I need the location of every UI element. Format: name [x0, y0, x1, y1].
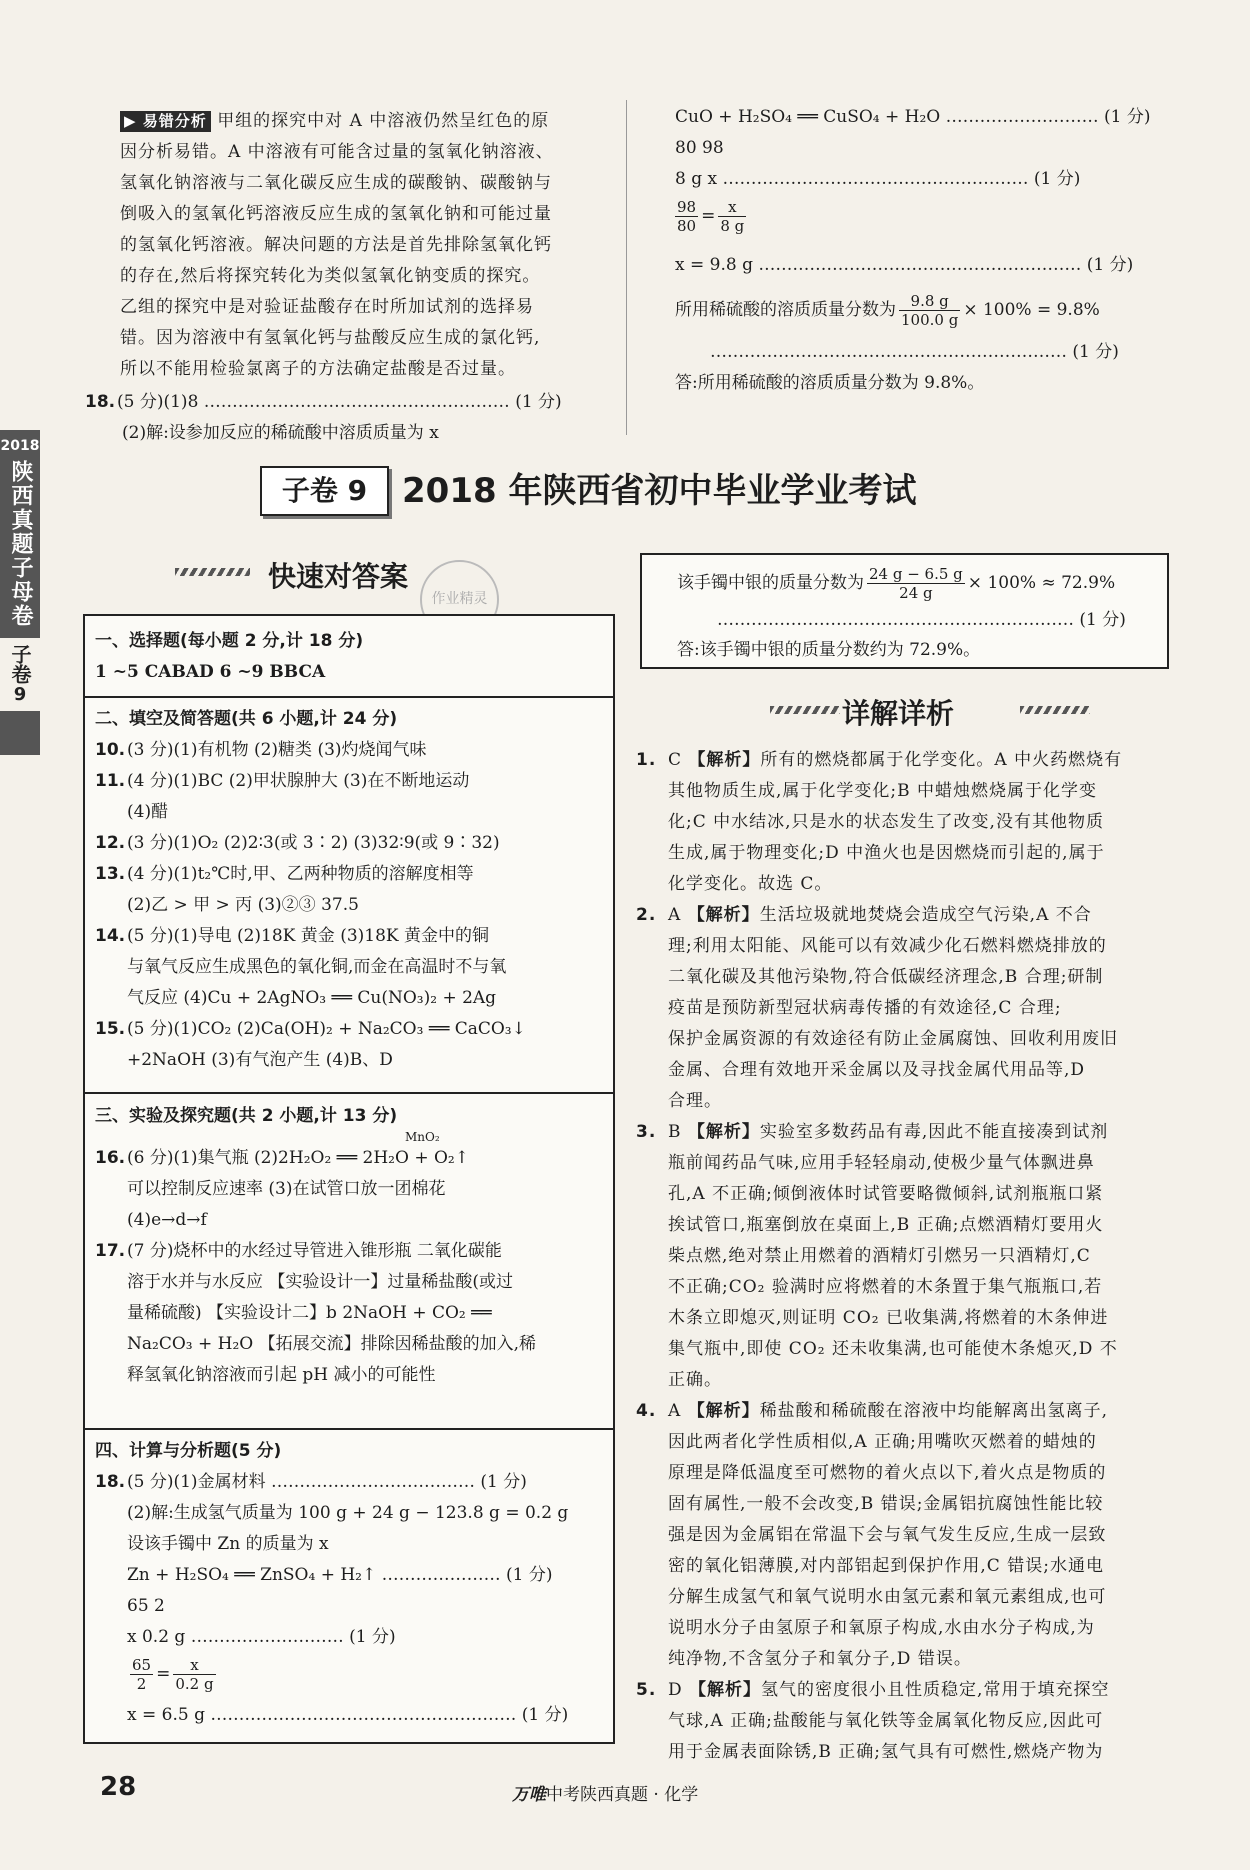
analysis-item: 2. A 【解析】生活垃圾就地焚烧会造成空气污染,A 不合 理;利用太阳能、风能可以有效减少化石燃料燃烧排放的 二氧化碳及其他污染物,符合低碳经济理念,B 合理;研制 疫苗是预防新型冠状病毒传播的有效途径,C 合理; 保护金属资源的有效途径有防止金属腐蚀、回收利用废旧 金属、合理有效地开采金属以及寻找金属代用品等,D 合理。: [636, 905, 1118, 1111]
silver-fraction-box: [640, 553, 1169, 669]
answer-line: 溶于水并与水反应 【实验设计一】过量稀盐酸(或过: [127, 1272, 514, 1292]
heading-decoration: [175, 568, 250, 576]
score-dots: ……………………………………………………… (1 分): [710, 342, 1119, 362]
divider: [85, 696, 613, 698]
answer-line: Na₂CO₃ + H₂O 【拓展交流】排除因稀盐酸的加入,稀: [127, 1334, 537, 1354]
divider: [85, 1092, 613, 1094]
answer-line: 13. (4 分)(1)t₂℃时,甲、乙两种物质的溶解度相等: [95, 864, 474, 884]
answer-line: (2)解:生成氢气质量为 100 g + 24 g − 123.8 g = 0.2 g: [127, 1503, 569, 1523]
sidebar-year: 2018: [0, 438, 40, 454]
paper-title: 2018 年陕西省初中毕业学业考试: [402, 471, 917, 511]
fill-in-answers: [95, 735, 526, 1076]
analysis-item: 1. C 【解析】所有的燃烧都属于化学变化。A 中火药燃烧有 其他物质生成,属于化学变化;B 中蜡烛燃烧属于化学变 化;C 中水结冰,只是水的状态发生了改变,没有其他物质 生成,属于物理变化;D 中渔火也是因燃烧而引起的,属于 化学变化。故选 C。: [636, 750, 1123, 894]
column-divider: [626, 100, 627, 435]
detailed-analysis-heading: 详解详析: [842, 697, 955, 730]
analysis-item: 4. A 【解析】稀盐酸和稀硫酸在溶液中均能解离出氢离子, 因此两者化学性质相似,A 正确;用嘴吹灭燃着的蜡烛的 原理是降低温度至可燃物的着火点以下,着火点是物质的 固有属性,一般不会改变,B 错误;金属铝抗腐蚀性能比较 强是因为金属铝在常温下会与氧气发生反应,生成一层致 密的氧化铝薄膜,对内部铝起到保护作用,C 错误;水通电 分解生成氢气和氧气说明水由氢元素和氧元素组成,也可 说明水分子由氢原子和氧原子构成,水由水分子构成,为 纯净物,不含氢分子和氧分子,D 错误。: [636, 1401, 1109, 1669]
catalyst-label: MnO₂: [405, 1130, 440, 1144]
answer-line: 16. (6 分)(1)集气瓶 (2)2H₂O₂ ══ 2H₂O + O₂↑: [95, 1148, 469, 1168]
section-heading: 一、选择题(每小题 2 分,计 18 分): [95, 631, 364, 651]
divider: [85, 1428, 613, 1430]
answer-line: 释氢氧化钠溶液而引起 pH 减小的可能性: [127, 1365, 436, 1385]
answer-line: 65 2: [127, 1596, 165, 1616]
answer-line: 气反应 (4)Cu + 2AgNO₃ ══ Cu(NO₃)₂ + 2Ag: [127, 988, 497, 1008]
section-heading: 三、实验及探究题(共 2 小题,计 13 分): [95, 1106, 398, 1126]
analysis-item: 3. B 【解析】实验室多数药品有毒,因此不能直接凑到试剂 瓶前闻药品气味,应用手轻轻扇动,使极少量气体飘进鼻 孔,A 不正确;倾倒液体时试管要略微倾斜,试剂瓶瓶口紧 挨试管口,瓶塞倒放在桌面上,B 正确;点燃酒精灯要用火 柴点燃,绝对禁止用燃着的酒精灯引燃另一只酒精灯,C 不正确;CO₂ 验满时应将燃着的木条置于集气瓶瓶口,若 木条立即熄灭,则证明 CO₂ 已收集满,将燃着的木条伸进 集气瓶中,即使 CO₂ 还未收集满,也可能使木条熄灭,D 不 正确。: [636, 1122, 1118, 1390]
answer-line: (2)乙 > 甲 > 丙 (3)②③ 37.5: [127, 895, 359, 915]
mass-ratio: 80 98: [675, 138, 724, 158]
footer-text: 万唯中考陕西真题 · 化学: [512, 1785, 699, 1805]
answer-line: 设该手镯中 Zn 的质量为 x: [127, 1534, 329, 1554]
analysis-item: 5. D 【解析】氢气的密度很小且性质稳定,常用于填充探空 气球,A 正确;盐酸能与氧化铁等金属氧化物反应,因此可 用于金属表面除锈,B 正确;氢气具有可燃性,燃烧产物为: [636, 1680, 1110, 1762]
calculation-answers: [95, 1467, 568, 1653]
sidebar-title: 陕西真题子母卷: [8, 460, 33, 628]
sidebar-tab: [0, 430, 40, 755]
error-analysis-line: 乙组的探究中是对验证盐酸存在时所加试剂的选择易: [120, 297, 534, 317]
answer-line: 10. (3 分)(1)有机物 (2)糖类 (3)灼烧闻气味: [95, 740, 427, 760]
error-analysis-line: 所以不能用检验氯离子的方法确定盐酸是否过量。: [120, 359, 516, 379]
error-analysis-line: 氢氧化钠溶液与二氧化碳反应生成的碳酸钠、碳酸钠与: [120, 173, 552, 193]
answer-line: 14. (5 分)(1)导电 (2)18K 黄金 (3)18K 黄金中的铜: [95, 926, 490, 946]
mass-values: 8 g x ……………………………………………… (1 分): [675, 169, 1081, 189]
heading-decoration: [1020, 706, 1090, 714]
error-analysis-line: 的氢氧化钙溶液。解决问题的方法是首先排除氢氧化钙: [120, 235, 552, 255]
error-analysis-line: 的存在,然后将探究转化为类似氢氧化钠变质的探究。: [120, 266, 541, 286]
answer-line: 答:所用稀硫酸的溶质质量分数为 9.8%。: [675, 373, 985, 393]
answer-line: 与氧气反应生成黑色的氧化铜,而金在高温时不与氧: [127, 957, 507, 977]
cuo-equation: CuO + H₂SO₄ ══ CuSO₄ + H₂O ……………………… (1 分): [675, 107, 1151, 127]
zn-mass-line: x = 6.5 g ……………………………………………… (1 分): [127, 1705, 569, 1725]
mass-fraction: 所用稀硫酸的溶质质量分数为 $\frac{9.8 g}{100.0 g}$ × 100% = 9.8%: [675, 292, 1100, 329]
heading-decoration: [770, 706, 840, 714]
answer-line: 答:该手镯中银的质量分数约为 72.9%。: [677, 640, 981, 660]
answer-line: (4)醋: [127, 802, 169, 822]
error-analysis-line: 倒吸入的氢氧化钙溶液反应生成的氢氧化钠和可能过量: [120, 204, 552, 224]
answer-line: 18. (5 分)(1)金属材料 ……………………………… (1 分): [95, 1472, 527, 1492]
section-heading: 四、计算与分析题(5 分): [95, 1441, 282, 1461]
q18-line: 18. (5 分)(1)8 ……………………………………………… (1 分): [85, 392, 562, 412]
answer-line: 可以控制反应速率 (3)在试管口放一团棉花: [127, 1179, 446, 1199]
paper-label: 子卷 9: [260, 466, 389, 516]
answer-line: 12. (3 分)(1)O₂ (2)2∶3(或 3∶2) (3)32∶9(或 9∶32): [95, 833, 500, 853]
analysis-list: [636, 745, 1176, 1768]
answer-line: +2NaOH (3)有气泡产生 (4)B、D: [127, 1050, 393, 1070]
answer-line: 15. (5 分)(1)CO₂ (2)Ca(OH)₂ + Na₂CO₃ ══ CaCO₃↓: [95, 1019, 526, 1039]
brand-logo: 万唯: [512, 1785, 546, 1805]
answer-line: 量稀硫酸) 【实验设计二】b 2NaOH + CO₂ ══: [127, 1303, 492, 1323]
answer-line: Zn + H₂SO₄ ══ ZnSO₄ + H₂↑ ………………… (1 分): [127, 1565, 553, 1585]
section-heading: 二、填空及简答题(共 6 小题,计 24 分): [95, 709, 398, 729]
error-analysis-line: 错。因为溶液中有氢氧化钙与盐酸反应生成的氯化钙,: [120, 328, 541, 348]
sidebar-sub-num: 9: [13, 684, 27, 705]
answer-line: 11. (4 分)(1)BC (2)甲状腺肿大 (3)在不断地运动: [95, 771, 470, 791]
zn-proportion: $\frac{65}{2}$ = $\frac{x}{0.2 g}$: [132, 1656, 214, 1693]
proportion: $\frac{98}{80}$ = $\frac{x}{8 g}$: [677, 198, 745, 235]
answer-line: 17. (7 分)烧杯中的水经过导管进入锥形瓶 二氧化碳能: [95, 1241, 502, 1261]
page-number: 28: [100, 1772, 137, 1802]
score-dots: ……………………………………………………… (1 分): [717, 610, 1126, 630]
quick-answers-box: [83, 614, 615, 1744]
q18-line: (2)解:设参加反应的稀硫酸中溶质质量为 x: [122, 423, 439, 443]
watermark-stamp: 作业精灵: [420, 560, 499, 639]
error-analysis-line: 因分析易错。A 中溶液有可能含过量的氢氧化钠溶液、: [120, 142, 554, 162]
quick-answers-heading: 快速对答案: [268, 560, 409, 593]
sidebar-sub: 子卷: [8, 644, 32, 684]
choice-answers: 1 ~5 CABAD 6 ~9 BBCA: [95, 662, 326, 682]
silver-fraction: 该手镯中银的质量分数为 $\frac{24 g - 6.5 g}{24 g}$ × 100% ≈ 72.9%: [677, 565, 1116, 602]
error-analysis-label: ▶ 易错分析: [120, 111, 211, 132]
x-value: x = 9.8 g ………………………………………………… (1 分): [675, 255, 1134, 275]
answer-line: x 0.2 g ……………………… (1 分): [127, 1627, 396, 1647]
error-analysis-first-line: ▶ 易错分析 甲组的探究中对 A 中溶液仍然呈红色的原: [120, 106, 549, 137]
answer-line: (4)e→d→f: [127, 1210, 207, 1230]
experiment-answers: [95, 1143, 536, 1391]
